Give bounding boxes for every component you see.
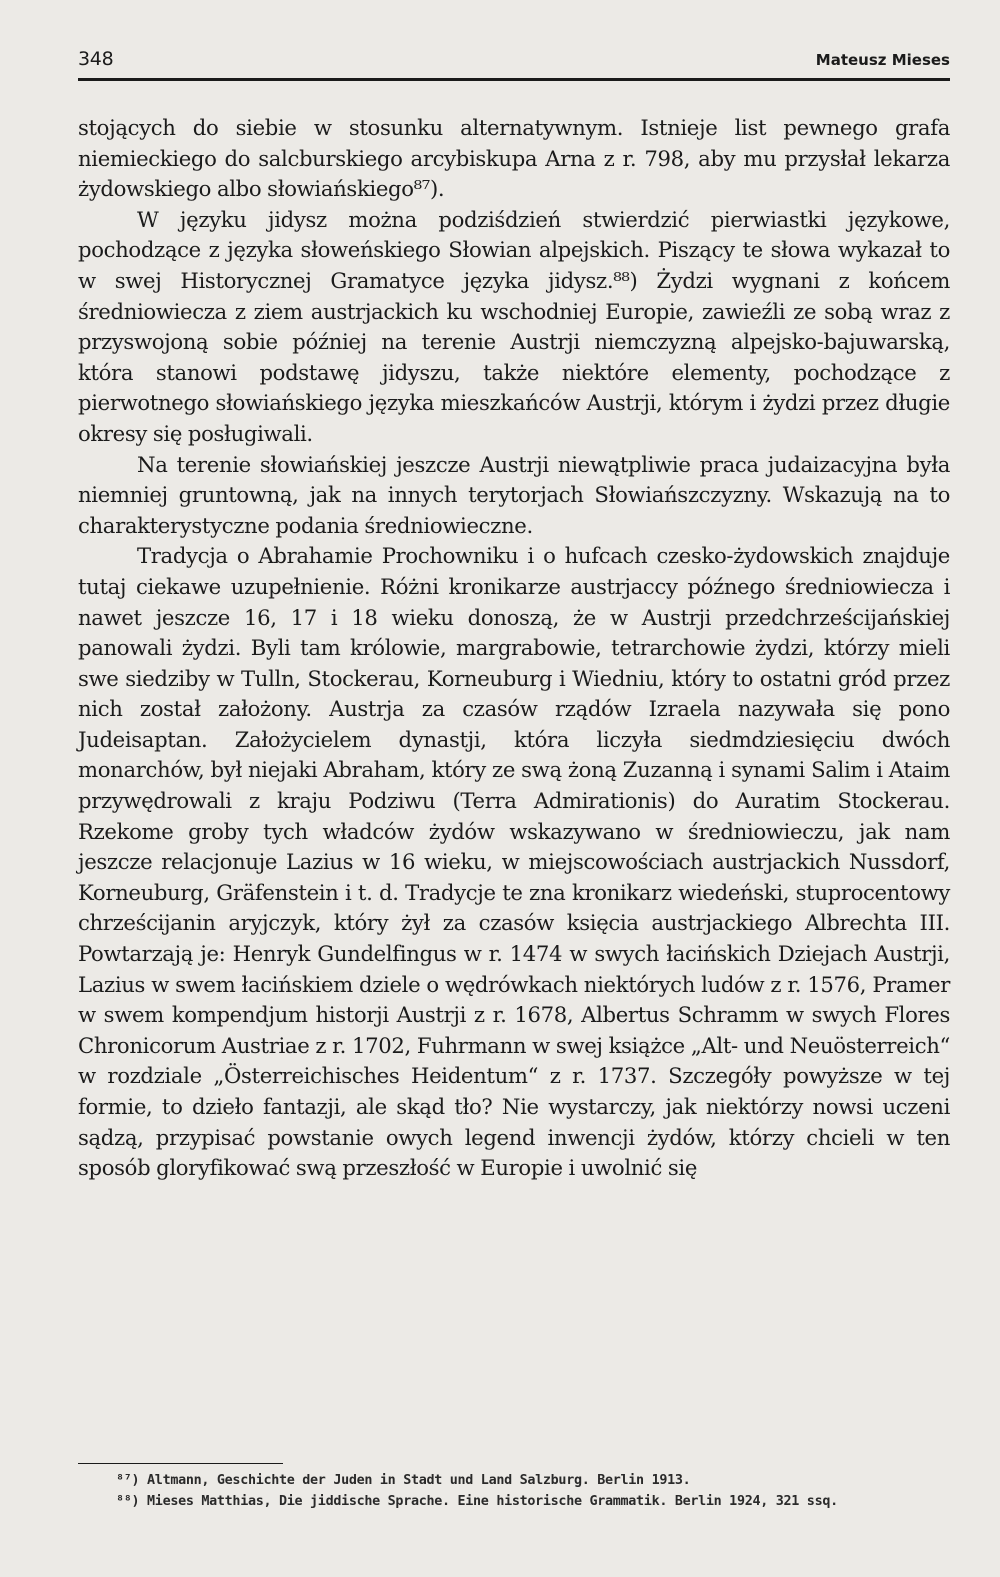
running-head: Mateusz Mieses [815, 51, 950, 69]
paragraph: Tradycja o Abrahamie Prochowniku i o hufcach czesko-żydowskich znajduje tutaj ciekawe uzupełnienie. Różni kronikarze austrjaccy późnego średniowiecza i nawet jeszcze 16, 17 i 18 wieku donoszą, że w Austrji przedchrześcijańskiej panowali żydzi. Byli tam królowie, margrabowie, tetrarchowie żydzi, którzy mieli swe siedziby w Tulln, Stockerau, Korneuburg i Wiedniu, który to ostatni gród przez nich został założony. Austrja za czasów rządów Izraela nazywała się pono Judeisaptan. Założycielem dynastji, która liczyła siedmdziesięciu dwóch monarchów, był niejaki Abraham, który ze swą żoną Zuzanną i synami Salim i Ataim przywędrowali z kraju Podziwu (Terra Admirationis) do Auratim Stockerau. Rzekome groby tych władców żydów wskazywano w średniowieczu, jak nam jeszcze relacjonuje Lazius w 16 wieku, w miejscowościach austrjackich Nussdorf, Korneuburg, Gräfenstein i t. d. Tradycje te zna kronikarz wiedeński, stuprocentowy chrześcijanin aryjczyk, który żył za czasów księcia austrjackiego Albrechta III. Powtarzają je: Henryk Gundelfingus w r. 1474 w swych łacińskich Dziejach Austrji, Lazius w swem łacińskiem dziele o wędrówkach niektórych ludów z r. 1576, Pramer w swem kompendjum historji Austrji z r. 1678, Albertus Schramm w swych Flores Chronicorum Austriae z r. 1702, Fuhrmann w swej książce „Alt- und Neuösterreich“ w rozdziale „Österreichisches Heidentum“ z r. 1737. Szczegóły powyższe w tej formie, to dzieło fantazji, ale skąd tło? Nie wystarczy, jak niektórzy nowsi uczeni sądzą, przypisać powstanie owych legend inwencji żydów, którzy chcieli w ten sposób gloryfikować swą przeszłość w Europie i uwolnić się [78, 543, 950, 1181]
paragraph: stojących do siebie w stosunku alternatywnym. Istnieje list pewnego grafa niemieckiego do salcburskiego arcybiskupa Arna z r. 798, aby mu przysłał lekarza żydowskiego albo słowiańskiego⁸⁷). [78, 115, 950, 202]
page-header [78, 48, 950, 72]
footnote-rule [78, 1463, 283, 1464]
footnote-87: ⁸⁷) Altmann, Geschichte der Juden in Stadt und Land Salzburg. Berlin 1913. [116, 1473, 691, 1488]
footnote-88: ⁸⁸) Mieses Matthias, Die jiddische Sprache. Eine historische Grammatik. Berlin 1924, 321 ssq. [116, 1494, 838, 1509]
paragraph: W języku jidysz można podziśdzień stwierdzić pierwiastki językowe, pochodzące z języka słoweńskiego Słowian alpejskich. Piszący te słowa wykazał to w swej Historycznej Gramatyce języka jidysz.⁸⁸) Żydzi wygnani z końcem średniowiecza z ziem austrjackich ku wschodniej Europie, zawieźli ze sobą wraz z przyswojoną sobie później na terenie Austrji niemczyzną alpejsko-bajuwarską, która stanowi podstawę jidyszu, także niektóre elementy, pochodzące z pierwotnego słowiańskiego języka mieszkańców Austrji, którym i żydzi przez długie okresy się posługiwali. [78, 206, 950, 446]
footnotes [78, 1470, 950, 1512]
header-rule [78, 78, 950, 81]
paragraph: Na terenie słowiańskiej jeszcze Austrji niewątpliwie praca judaizacyjna była niemniej gruntowną, jak na innych terytorjach Słowiańszczyzny. Wskazują na to charakterystyczne podania średniowieczne. [78, 451, 950, 538]
body-text [78, 113, 950, 1184]
page-number: 348 [78, 48, 114, 70]
